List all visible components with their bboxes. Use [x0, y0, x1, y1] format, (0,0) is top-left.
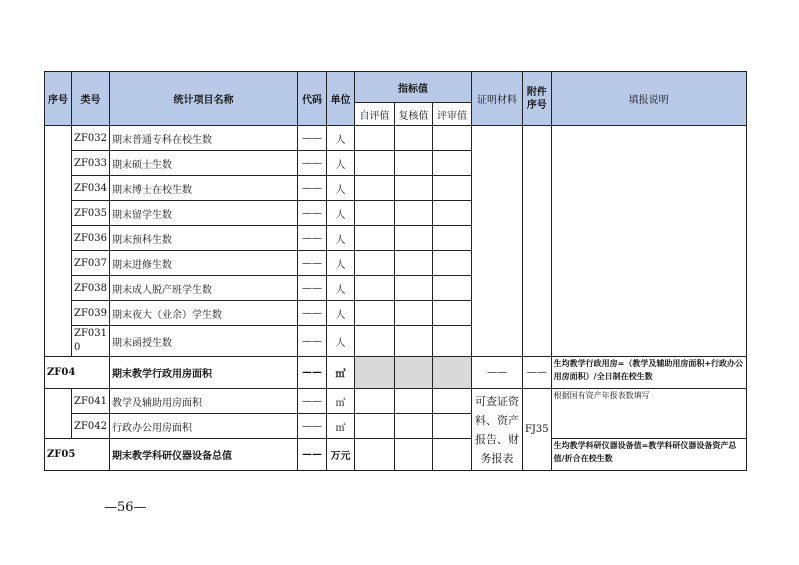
judge-input[interactable]: [432, 326, 471, 357]
zf05-code-dash: ——: [297, 439, 326, 471]
row-code-dash: ——: [297, 176, 326, 201]
row-unit: 人: [326, 176, 354, 201]
header-review: 复核值: [394, 103, 432, 126]
header-self-eval: 自评值: [354, 103, 394, 126]
review-input[interactable]: [394, 151, 432, 176]
row-unit: 人: [326, 301, 354, 326]
row-unit: 人: [326, 226, 354, 251]
judge-input[interactable]: [432, 276, 471, 301]
zf05-judge[interactable]: [432, 439, 471, 471]
row-name: 期末普通专科在校生数: [109, 126, 297, 151]
zf04-note: 生均教学行政用房=（教学及辅助用房面积+行政办公用房面积）/全日制在校生数: [551, 357, 746, 389]
header-seq: 序号: [45, 72, 72, 126]
row-unit: 人: [326, 151, 354, 176]
zf04-self-eval: [354, 357, 394, 389]
review-input[interactable]: [394, 276, 432, 301]
row-name: 期末成人脱产班学生数: [109, 276, 297, 301]
header-item-name: 统计项目名称: [109, 72, 297, 126]
zf04-code: ZF04: [45, 357, 110, 389]
row-code-dash: ——: [297, 389, 326, 414]
evidence-cell: [471, 126, 522, 357]
row-code-dash: ——: [297, 251, 326, 276]
row-name: 期末进修生数: [109, 251, 297, 276]
zf041-note: 根据国有资产年报表数填写: [551, 389, 746, 439]
row-code: ZF033: [72, 151, 110, 176]
header-evidence: 证明材料: [471, 72, 522, 126]
judge-input[interactable]: [432, 176, 471, 201]
self-eval-input[interactable]: [354, 176, 394, 201]
review-input[interactable]: [394, 301, 432, 326]
row-code-dash: ——: [297, 301, 326, 326]
judge-input[interactable]: [432, 301, 471, 326]
zf04-code-dash: ——: [297, 357, 326, 389]
zf04-judge: [432, 357, 471, 389]
zf05-self-eval[interactable]: [354, 439, 394, 471]
row-unit: 人: [326, 201, 354, 226]
zf04-name: 期末教学行政用房面积: [109, 357, 297, 389]
review-input[interactable]: [394, 226, 432, 251]
row-code: ZF042: [72, 414, 110, 439]
zf04-unit: ㎡: [326, 357, 354, 389]
header-indicator: 指标值: [354, 72, 471, 103]
row-unit: ㎡: [326, 414, 354, 439]
row-name: 期末博士在校生数: [109, 176, 297, 201]
header-code: 代码: [297, 72, 326, 126]
judge-input[interactable]: [432, 126, 471, 151]
judge-input[interactable]: [432, 151, 471, 176]
review-input[interactable]: [394, 201, 432, 226]
judge-input[interactable]: [432, 251, 471, 276]
review-input[interactable]: [394, 126, 432, 151]
header-instructions: 填报说明: [551, 72, 746, 126]
row-name: 期末预科生数: [109, 226, 297, 251]
row-unit: 人: [326, 276, 354, 301]
row-code-dash: ——: [297, 276, 326, 301]
evidence-text: 可查证资料、资产报告、财务报表: [471, 389, 522, 471]
self-eval-input[interactable]: [354, 326, 394, 357]
row-unit: 人: [326, 251, 354, 276]
row-code: ZF037: [72, 251, 110, 276]
judge-input[interactable]: [432, 414, 471, 439]
statistics-table: [44, 71, 747, 471]
row-name: 期末硕士生数: [109, 151, 297, 176]
row-code: ZF039: [72, 301, 110, 326]
row-code: ZF036: [72, 226, 110, 251]
self-eval-input[interactable]: [354, 126, 394, 151]
zf05-code: ZF05: [45, 439, 110, 471]
zf04-review: [394, 357, 432, 389]
review-input[interactable]: [394, 389, 432, 414]
row-code: ZF034: [72, 176, 110, 201]
attachment-code: FJ35: [522, 389, 551, 471]
seq-cell: [45, 389, 72, 439]
zf05-review[interactable]: [394, 439, 432, 471]
self-eval-input[interactable]: [354, 201, 394, 226]
row-code: ZF041: [72, 389, 110, 414]
row-unit: ㎡: [326, 389, 354, 414]
judge-input[interactable]: [432, 389, 471, 414]
row-code-dash: ——: [297, 326, 326, 357]
row-code: ZF032: [72, 126, 110, 151]
self-eval-input[interactable]: [354, 389, 394, 414]
self-eval-input[interactable]: [354, 414, 394, 439]
row-name: 期末函授生数: [109, 326, 297, 357]
zf05-name: 期末教学科研仪器设备总值: [109, 439, 297, 471]
row-code: ZF0310: [72, 326, 110, 357]
row-name: 期末夜大（业余）学生数: [109, 301, 297, 326]
self-eval-input[interactable]: [354, 276, 394, 301]
header-judge: 评审值: [432, 103, 471, 126]
instructions-cell: [551, 126, 746, 357]
review-input[interactable]: [394, 251, 432, 276]
row-name: 行政办公用房面积: [109, 414, 297, 439]
table-row: [45, 389, 747, 414]
header-attachment: 附件序号: [522, 72, 551, 126]
review-input[interactable]: [394, 326, 432, 357]
zf05-note: 生均教学科研仪器设备值=教学科研仪器设备资产总值/折合在校生数: [551, 439, 746, 471]
zf04-evidence: ——: [471, 357, 522, 389]
row-code-dash: ——: [297, 126, 326, 151]
self-eval-input[interactable]: [354, 301, 394, 326]
row-code-dash: ——: [297, 226, 326, 251]
header-type: 类号: [72, 72, 110, 126]
table-row-zf05: [45, 439, 747, 471]
self-eval-input[interactable]: [354, 226, 394, 251]
zf04-attachment: ——: [522, 357, 551, 389]
table-row: [45, 126, 747, 151]
judge-input[interactable]: [432, 201, 471, 226]
seq-cell: [45, 126, 72, 357]
header-unit: 单位: [326, 72, 354, 126]
row-unit: 人: [326, 126, 354, 151]
judge-input[interactable]: [432, 226, 471, 251]
row-name: 教学及辅助用房面积: [109, 389, 297, 414]
row-code-dash: ——: [297, 414, 326, 439]
review-input[interactable]: [394, 176, 432, 201]
row-code-dash: ——: [297, 201, 326, 226]
review-input[interactable]: [394, 414, 432, 439]
self-eval-input[interactable]: [354, 251, 394, 276]
table-row-zf04: [45, 357, 747, 389]
row-code-dash: ——: [297, 151, 326, 176]
row-code: ZF038: [72, 276, 110, 301]
page-number: —56—: [104, 500, 147, 515]
zf05-unit: 万元: [326, 439, 354, 471]
row-code: ZF035: [72, 201, 110, 226]
self-eval-input[interactable]: [354, 151, 394, 176]
row-unit: 人: [326, 326, 354, 357]
attachment-cell: [522, 126, 551, 357]
row-name: 期末留学生数: [109, 201, 297, 226]
